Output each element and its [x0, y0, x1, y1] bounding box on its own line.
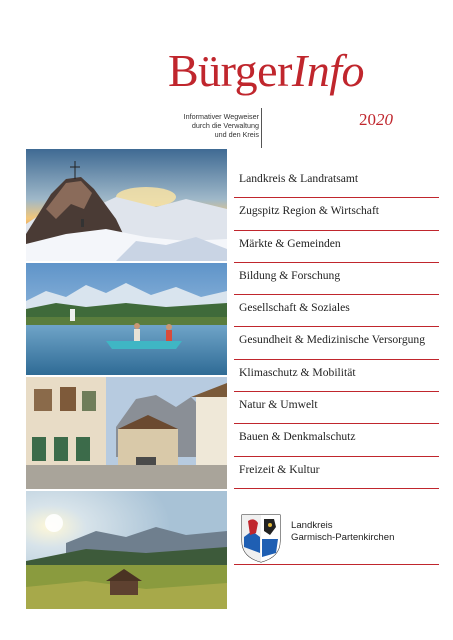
contents-menu	[234, 166, 439, 489]
menu-item-label: Gesundheit & Medizinische Versorgung	[239, 333, 426, 347]
menu-item-label: Zugspitz Region & Wirtschaft	[239, 204, 380, 218]
coat-of-arms-icon	[240, 513, 282, 563]
menu-item-label: Bauen & Denkmalschutz	[239, 430, 356, 444]
title-main: Bürger	[168, 45, 292, 96]
header-divider	[261, 108, 262, 148]
menu-item-klimaschutz[interactable]	[234, 360, 439, 392]
menu-item-bildung[interactable]	[234, 263, 439, 295]
menu-divider	[234, 488, 439, 489]
menu-item-label: Bildung & Forschung	[239, 268, 341, 282]
menu-item-freizeit[interactable]	[234, 457, 439, 489]
year-part: 20	[359, 110, 376, 129]
menu-item-label: Landkreis & Landratsamt	[239, 172, 359, 185]
subtitle-line: durch die Verwaltung	[191, 121, 259, 130]
year-label	[359, 110, 393, 130]
menu-item-maerkte[interactable]	[234, 231, 439, 263]
publisher-block	[234, 509, 439, 565]
menu-item-gesundheit[interactable]	[234, 327, 439, 359]
photo-meadow-hut	[26, 491, 227, 609]
menu-item-zugspitz-region[interactable]	[234, 198, 439, 230]
brand-title	[168, 44, 418, 114]
year-part-italic: 20	[376, 110, 393, 129]
menu-item-gesellschaft[interactable]	[234, 295, 439, 327]
subtitle-line: Informativer Wegweiser	[183, 112, 259, 121]
publisher-line: Garmisch-Partenkirchen	[291, 532, 395, 543]
publisher-name	[291, 520, 394, 544]
menu-item-natur[interactable]	[234, 392, 439, 424]
publisher-line: Landkreis	[291, 520, 333, 531]
menu-item-label: Klimaschutz & Mobilität	[239, 365, 356, 379]
photo-zugspitze-sunset	[26, 149, 227, 261]
menu-item-label: Natur & Umwelt	[239, 398, 318, 412]
footer-divider	[234, 564, 439, 565]
photo-lake-boat	[26, 263, 227, 375]
menu-item-label: Gesellschaft & Soziales	[239, 301, 350, 315]
menu-item-label: Märkte & Gemeinden	[239, 236, 341, 250]
page-title	[168, 44, 364, 98]
subtitle	[150, 112, 259, 139]
menu-item-bauen[interactable]	[234, 424, 439, 456]
title-italic: Info	[291, 45, 365, 96]
menu-item-label: Freizeit & Kultur	[239, 462, 320, 476]
subtitle-line: und den Kreis	[214, 130, 259, 139]
photo-village-houses	[26, 377, 227, 489]
menu-item-landkreis[interactable]	[234, 166, 439, 198]
